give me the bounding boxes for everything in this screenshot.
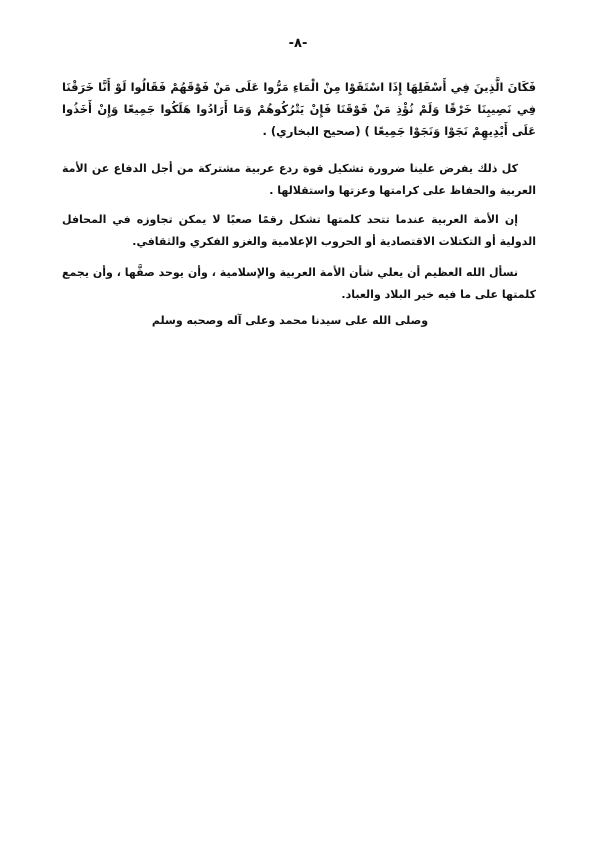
paragraph-prayer: نسأل الله العظيم أن يعلي شأن الأمة العربية والإسلامية ، وأن يوحد صفَّها ، وأن يجمع كلمتها على ما فيه خير البلاد والعباد. — [62, 266, 536, 301]
page-number: -٨- — [288, 36, 308, 51]
paragraph-unity: إن الأمة العربية عندما تتحد كلمتها تشكل رقمًا صعبًا لا يمكن تجاوزه في المحافل الدولية أو التكتلات الاقتصادية أو الحروب الإعلامية والغزو الفكري والثقافي. — [62, 213, 536, 248]
paragraph-deterrence: كل ذلك يفرض علينا ضرورة تشكيل قوة ردع عربية مشتركة من أجل الدفاع عن الأمة العربية والحفاظ على كرامتها وعزتها واستقلالها . — [62, 162, 536, 197]
closing-salutation: وصلى الله على سيدنا محمد وعلى آله وصحبه وسلم — [151, 314, 429, 327]
hadith-quote: فَكَانَ الَّذِينَ فِي أَسْفَلِهَا إِذَا اسْتَقَوْا مِنْ الْمَاءِ مَرُّوا عَلَى مَنْ فَوْقَهُمْ فَقَالُوا لَوْ أَنَّا خَرَقْنَا فِي نَصِيبِنَا خَرْقًا وَلَمْ نُؤْذِ مَنْ فَوْقَنَا فَإِنْ يَتْرُكُوهُمْ وَمَا أَرَادُوا هَلَكُوا جَمِيعًا وَإِنْ أَخَذُوا عَلَى أَيْدِيهِمْ نَجَوْا وَنَجَوْا جَمِيعًا ) (صحيح البخاري) . — [62, 80, 536, 138]
